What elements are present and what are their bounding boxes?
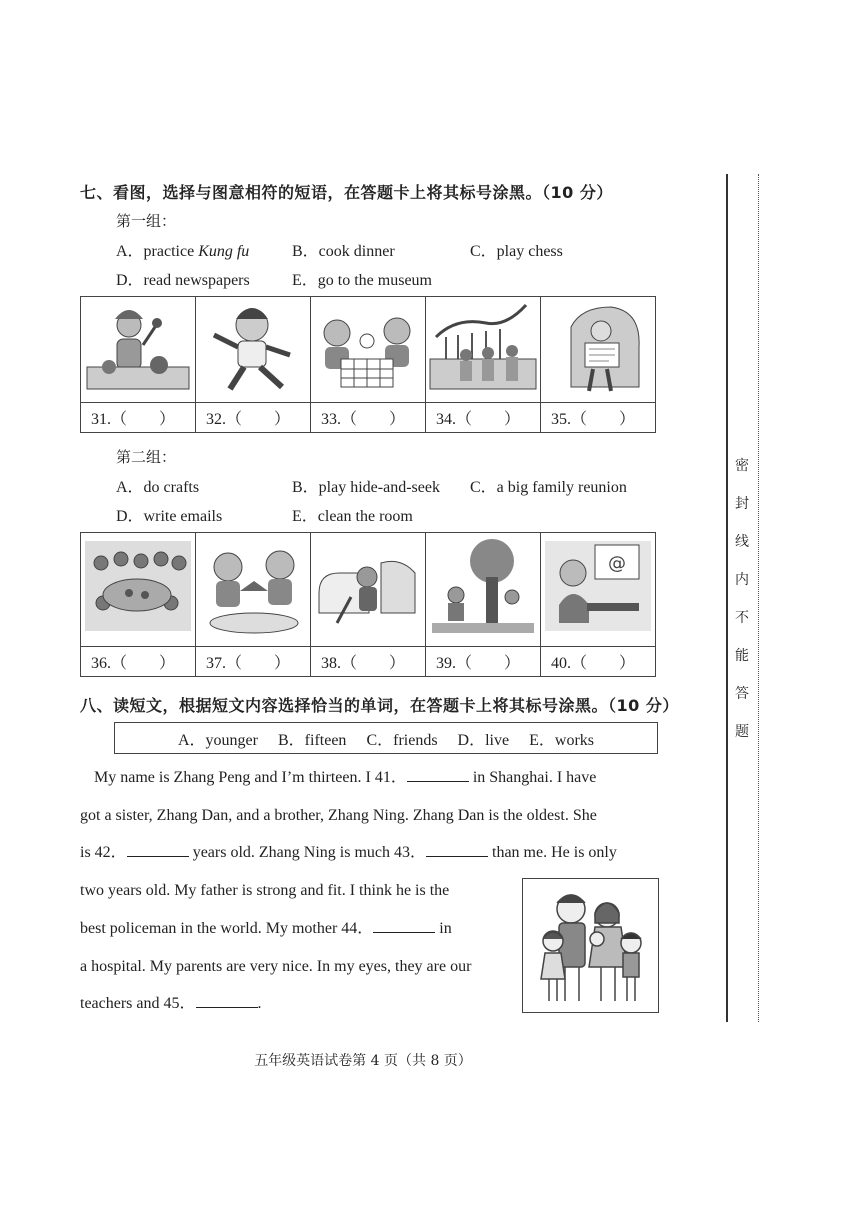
g2-option-b: B．play hide-and-seek: [292, 479, 440, 496]
answer-31: 31.（ ）: [81, 403, 196, 433]
answer-39: 39.（ ）: [426, 647, 541, 677]
group1-label: 第一组：: [116, 212, 177, 230]
group2-label: 第二组：: [116, 448, 177, 466]
group2-picture-table: [80, 532, 656, 677]
g2-option-c: C．a big family reunion: [470, 479, 627, 496]
g1-option-c: C．play chess: [470, 243, 563, 260]
word-c: C．friends: [366, 731, 438, 749]
picture-museum: [426, 297, 541, 403]
answer-32: 32.（ ）: [196, 403, 311, 433]
seal-char-1: 密: [735, 458, 749, 474]
picture-chess: [311, 297, 426, 403]
answer-37: 37.（ ）: [196, 647, 311, 677]
seal-char-6: 能: [735, 648, 749, 664]
picture-newspaper: [541, 297, 656, 403]
word-e: E．works: [529, 731, 594, 749]
answer-38: 38.（ ）: [311, 647, 426, 677]
seal-char-7: 答: [735, 686, 749, 702]
seal-line: [726, 174, 728, 1022]
seal-char-8: 题: [735, 724, 749, 740]
answer-33: 33.（ ）: [311, 403, 426, 433]
word-bank: [114, 722, 658, 754]
picture-cook: [81, 297, 196, 403]
answer-36: 36.（ ）: [81, 647, 196, 677]
passage-line-2: got a sister, Zhang Dan, and a brother, Zhang Ning. Zhang Dan is the oldest. She: [80, 806, 597, 824]
passage-line-6: a hospital. My parents are very nice. In my eyes, they are our: [80, 957, 472, 975]
passage-line-1: My name is Zhang Peng and I’m thirteen. I 41． in Shanghai. I have: [94, 769, 597, 786]
seal-char-3: 线: [735, 534, 749, 550]
g1-option-d: D．read newspapers: [116, 272, 250, 289]
answer-34: 34.（ ）: [426, 403, 541, 433]
word-b: B．fifteen: [278, 731, 347, 749]
blank-44: [373, 918, 435, 933]
g2-option-e: E．clean the room: [292, 508, 413, 525]
section8-heading: 八、读短文，根据短文内容选择恰当的单词，在答题卡上将其标号涂黑。（10 分）: [80, 696, 679, 715]
answer-40: 40.（ ）: [541, 647, 656, 677]
blank-43: [426, 842, 488, 857]
passage-line-7: teachers and 45． .: [80, 995, 262, 1013]
g2-option-a: A．do crafts: [116, 479, 200, 496]
picture-clean-room: [311, 533, 426, 647]
seal-char-4: 内: [735, 572, 749, 588]
picture-crafts: [196, 533, 311, 647]
word-a: A．younger: [178, 731, 258, 749]
passage-line-4: two years old. My father is strong and fit. I think he is the: [80, 882, 450, 900]
blank-41: [407, 767, 469, 782]
word-d: D．live: [457, 731, 510, 749]
seal-dotted-line: [758, 174, 759, 1022]
blank-45: [196, 993, 258, 1008]
section7-heading: 七、看图，选择与图意相符的短语，在答题卡上将其标号涂黑。（10 分）: [80, 183, 613, 202]
group1-picture-table: [80, 296, 656, 433]
seal-char-5: 不: [735, 610, 749, 626]
passage-line-3: is 42． years old. Zhang Ning is much 43． than me. He is only: [80, 844, 617, 862]
picture-family-reunion: [81, 533, 196, 647]
seal-char-2: 封: [735, 496, 749, 512]
passage-line-5: best policeman in the world. My mother 44． in: [80, 919, 452, 937]
family-picture: [522, 878, 659, 1013]
svg-text:@: @: [608, 553, 626, 574]
page-footer: 五年级英语试卷第 4 页（共 8 页）: [254, 1053, 472, 1069]
picture-email: [541, 533, 656, 647]
picture-kung-fu: [196, 297, 311, 403]
g1-option-b: B．cook dinner: [292, 243, 395, 260]
answer-35: 35.（ ）: [541, 403, 656, 433]
g2-option-d: D．write emails: [116, 508, 223, 525]
blank-42: [127, 842, 189, 857]
g1-option-e: E．go to the museum: [292, 272, 432, 289]
picture-hide-and-seek: [426, 533, 541, 647]
g1-option-a: A．practice Kung fu: [116, 243, 250, 260]
